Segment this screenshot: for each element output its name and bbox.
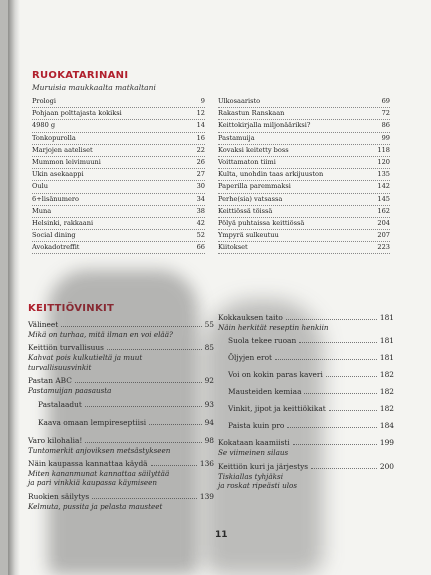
toc-page: 66 (196, 243, 205, 252)
toc-title: Paista kuin pro (228, 421, 285, 431)
toc-page: 99 (381, 133, 390, 142)
toc-title: Kovaksi keitetty boss (218, 145, 289, 154)
toc-page: 145 (377, 194, 390, 203)
toc-title: Ukin asekaappi (32, 170, 84, 179)
toc-title: Ulkosaaristo (218, 97, 261, 105)
toc-row (32, 169, 205, 181)
toc-row (32, 133, 205, 145)
toc-title: Voi on kokin paras kaveri (228, 370, 323, 380)
toc-row (218, 206, 390, 218)
toc-row (218, 194, 390, 206)
toc-page: 38 (196, 206, 205, 215)
toc-row (218, 120, 390, 132)
toc-title: Pölyä puhtaissa keittiössä (218, 218, 305, 227)
toc-page: 181 (379, 336, 394, 346)
toc-page: 181 (379, 353, 394, 363)
toc-page: 199 (379, 438, 394, 448)
page-number: 11 (215, 530, 228, 540)
toc-subtitle: turvallisuusvinkit (28, 362, 92, 372)
toc-row (218, 157, 390, 169)
toc-title: Kokkauksen taito (218, 313, 283, 322)
toc-page: 182 (379, 404, 394, 414)
toc-page: 118 (377, 145, 390, 154)
toc-title: Kiitokset (218, 243, 248, 252)
toc-page: 86 (381, 121, 390, 130)
toc-row (32, 181, 205, 193)
toc-row (218, 218, 390, 230)
toc-title: Oulu (32, 182, 49, 191)
toc-subtitle: Kahvat pois kulkutieltä ja muut (28, 353, 143, 363)
toc-page: 184 (379, 421, 394, 431)
toc-title: Kulta, unohdin taas arkijuuston (218, 170, 324, 179)
toc-title: Keittiön kuri ja järjestys (218, 461, 309, 471)
recipes-heading: RUOKATARINANI (32, 70, 129, 81)
toc-page: 182 (379, 387, 394, 397)
toc-subtitle: Tuntomerkit anjoviksen metsästykseen (28, 445, 171, 455)
toc-row (218, 181, 390, 193)
toc-page: 139 (199, 491, 214, 501)
toc-title: Ruokien säilytys (28, 491, 90, 501)
hand-shadow-2 (203, 300, 323, 575)
toc-row (218, 242, 390, 254)
toc-row (32, 218, 205, 230)
toc-page: 94 (204, 417, 214, 427)
toc-title: Tonkopurolla (32, 133, 76, 142)
toc-title: Voittamaton tiimi (218, 157, 276, 166)
toc-row (32, 194, 205, 206)
toc-subtitle: ja pari vinkkiä kaupassa käymiseen (28, 478, 158, 488)
toc-subtitle: Tiskiallas tyhjäksi (218, 471, 284, 481)
toc-title: Pohjaan polttajasta kokiksi (32, 109, 122, 118)
toc-page: 98 (204, 435, 214, 445)
toc-subtitle: Mikä on turhaa, mitä ilman en voi elää? (28, 330, 173, 339)
recipes-right-column (218, 96, 390, 254)
toc-title: Keittiössä töissä (218, 206, 273, 215)
toc-page: 27 (196, 170, 205, 179)
toc-title: Pastalaadut (38, 399, 82, 409)
toc-row (218, 96, 390, 108)
toc-title: Perhe(sia) vatsassa (218, 194, 283, 203)
toc-page: 72 (381, 109, 390, 118)
toc-title: Prologi (32, 97, 56, 105)
toc-page: 204 (377, 218, 390, 227)
hand-shadow (48, 270, 198, 575)
toc-subtitle: Kelmuta, pussita ja pelasta mausteet (28, 501, 163, 511)
toc-page: 69 (381, 97, 390, 105)
toc-title: Vinkit, jipot ja keittiökikat (228, 404, 326, 414)
toc-title: Helsinki, rakkaani (32, 218, 94, 227)
toc-title: 6+lisänumero (32, 194, 80, 203)
toc-row (32, 145, 205, 157)
toc-page: 223 (377, 243, 390, 252)
toc-page: 34 (196, 194, 205, 203)
toc-page: 207 (377, 231, 390, 240)
toc-row (32, 96, 205, 108)
toc-page: 9 (200, 97, 205, 105)
toc-page: 92 (204, 376, 214, 386)
toc-subtitle: ja roskat ripeästi ulos (218, 481, 298, 491)
tips-heading: KEITTIÖVINKIT (28, 303, 115, 314)
toc-title: Öljyjen erot (228, 353, 272, 363)
toc-page: 120 (377, 157, 390, 166)
toc-row (32, 206, 205, 218)
toc-title: Keittiön turvallisuus (28, 343, 104, 353)
toc-row (32, 242, 205, 254)
toc-page: 136 (199, 459, 214, 469)
toc-title: Muna (32, 206, 52, 215)
toc-row (218, 169, 390, 181)
toc-title: Pastamuija (218, 133, 255, 142)
toc-row (32, 120, 205, 132)
toc-title: Social dining (32, 231, 76, 240)
toc-row (218, 133, 390, 145)
toc-page: 85 (204, 343, 214, 353)
toc-page: 14 (196, 121, 205, 130)
toc-page: 26 (196, 157, 205, 166)
toc-title: Suola tekee ruoan (228, 336, 297, 346)
toc-title: Mausteiden kemiaa (228, 387, 302, 397)
toc-row (218, 108, 390, 120)
toc-title: Keittokirjalla miljonääriksi? (218, 121, 311, 130)
toc-row (218, 145, 390, 157)
toc-page: 42 (196, 218, 205, 227)
book-spine (8, 0, 20, 575)
toc-title: Kokataan kaamiisti (218, 438, 290, 448)
toc-page: 182 (379, 370, 394, 380)
toc-title: Välineet (28, 320, 59, 329)
toc-page: 93 (204, 399, 214, 409)
toc-title: Pastan ABC (28, 376, 72, 386)
toc-page: 52 (196, 231, 205, 240)
toc-subtitle: Se viimeinen silaus (218, 448, 289, 458)
toc-page: 181 (379, 313, 394, 322)
toc-row (32, 157, 205, 169)
toc-subtitle: Pastamuijan paasausta (28, 386, 112, 396)
toc-page: 55 (204, 320, 214, 329)
toc-title: Paperilla paremmaksi (218, 182, 291, 191)
toc-row (218, 230, 390, 242)
toc-subtitle: Miten kananmunat kannattaa säilyttää (28, 469, 170, 479)
toc-page: 162 (377, 206, 390, 215)
toc-title: Rakastun Ranskaan (218, 109, 285, 118)
dot-leader (329, 404, 377, 411)
toc-page: 30 (196, 182, 205, 191)
toc-page: 142 (377, 182, 390, 191)
toc-title: Mummon leivimuuni (32, 157, 101, 166)
toc-page: 16 (196, 133, 205, 142)
toc-title: Varo kilohalia! (28, 435, 83, 445)
toc-row (32, 230, 205, 242)
dot-leader (326, 370, 377, 377)
toc-title: Marjojen aateliset (32, 145, 93, 154)
toc-row (32, 108, 205, 120)
toc-title: Kaava omaan lempireseptiisi (38, 417, 147, 427)
toc-page: 22 (196, 145, 205, 154)
toc-page: 200 (379, 461, 394, 471)
toc-page: 135 (377, 170, 390, 179)
book-page (8, 0, 431, 575)
toc-title: Näin kaupassa kannattaa käydä (28, 459, 148, 469)
toc-page: 12 (196, 109, 205, 118)
toc-subtitle: Näin herkität reseptin henkiin (218, 323, 329, 332)
toc-title: 4980 g (32, 121, 56, 130)
toc-title: Ympyrä sulkeutuu (218, 231, 279, 240)
toc-title: Avokadotreffit (32, 243, 80, 252)
recipes-left-column (32, 96, 205, 254)
recipes-subtitle: Muruisia maukkaalta matkaltani (32, 83, 156, 92)
